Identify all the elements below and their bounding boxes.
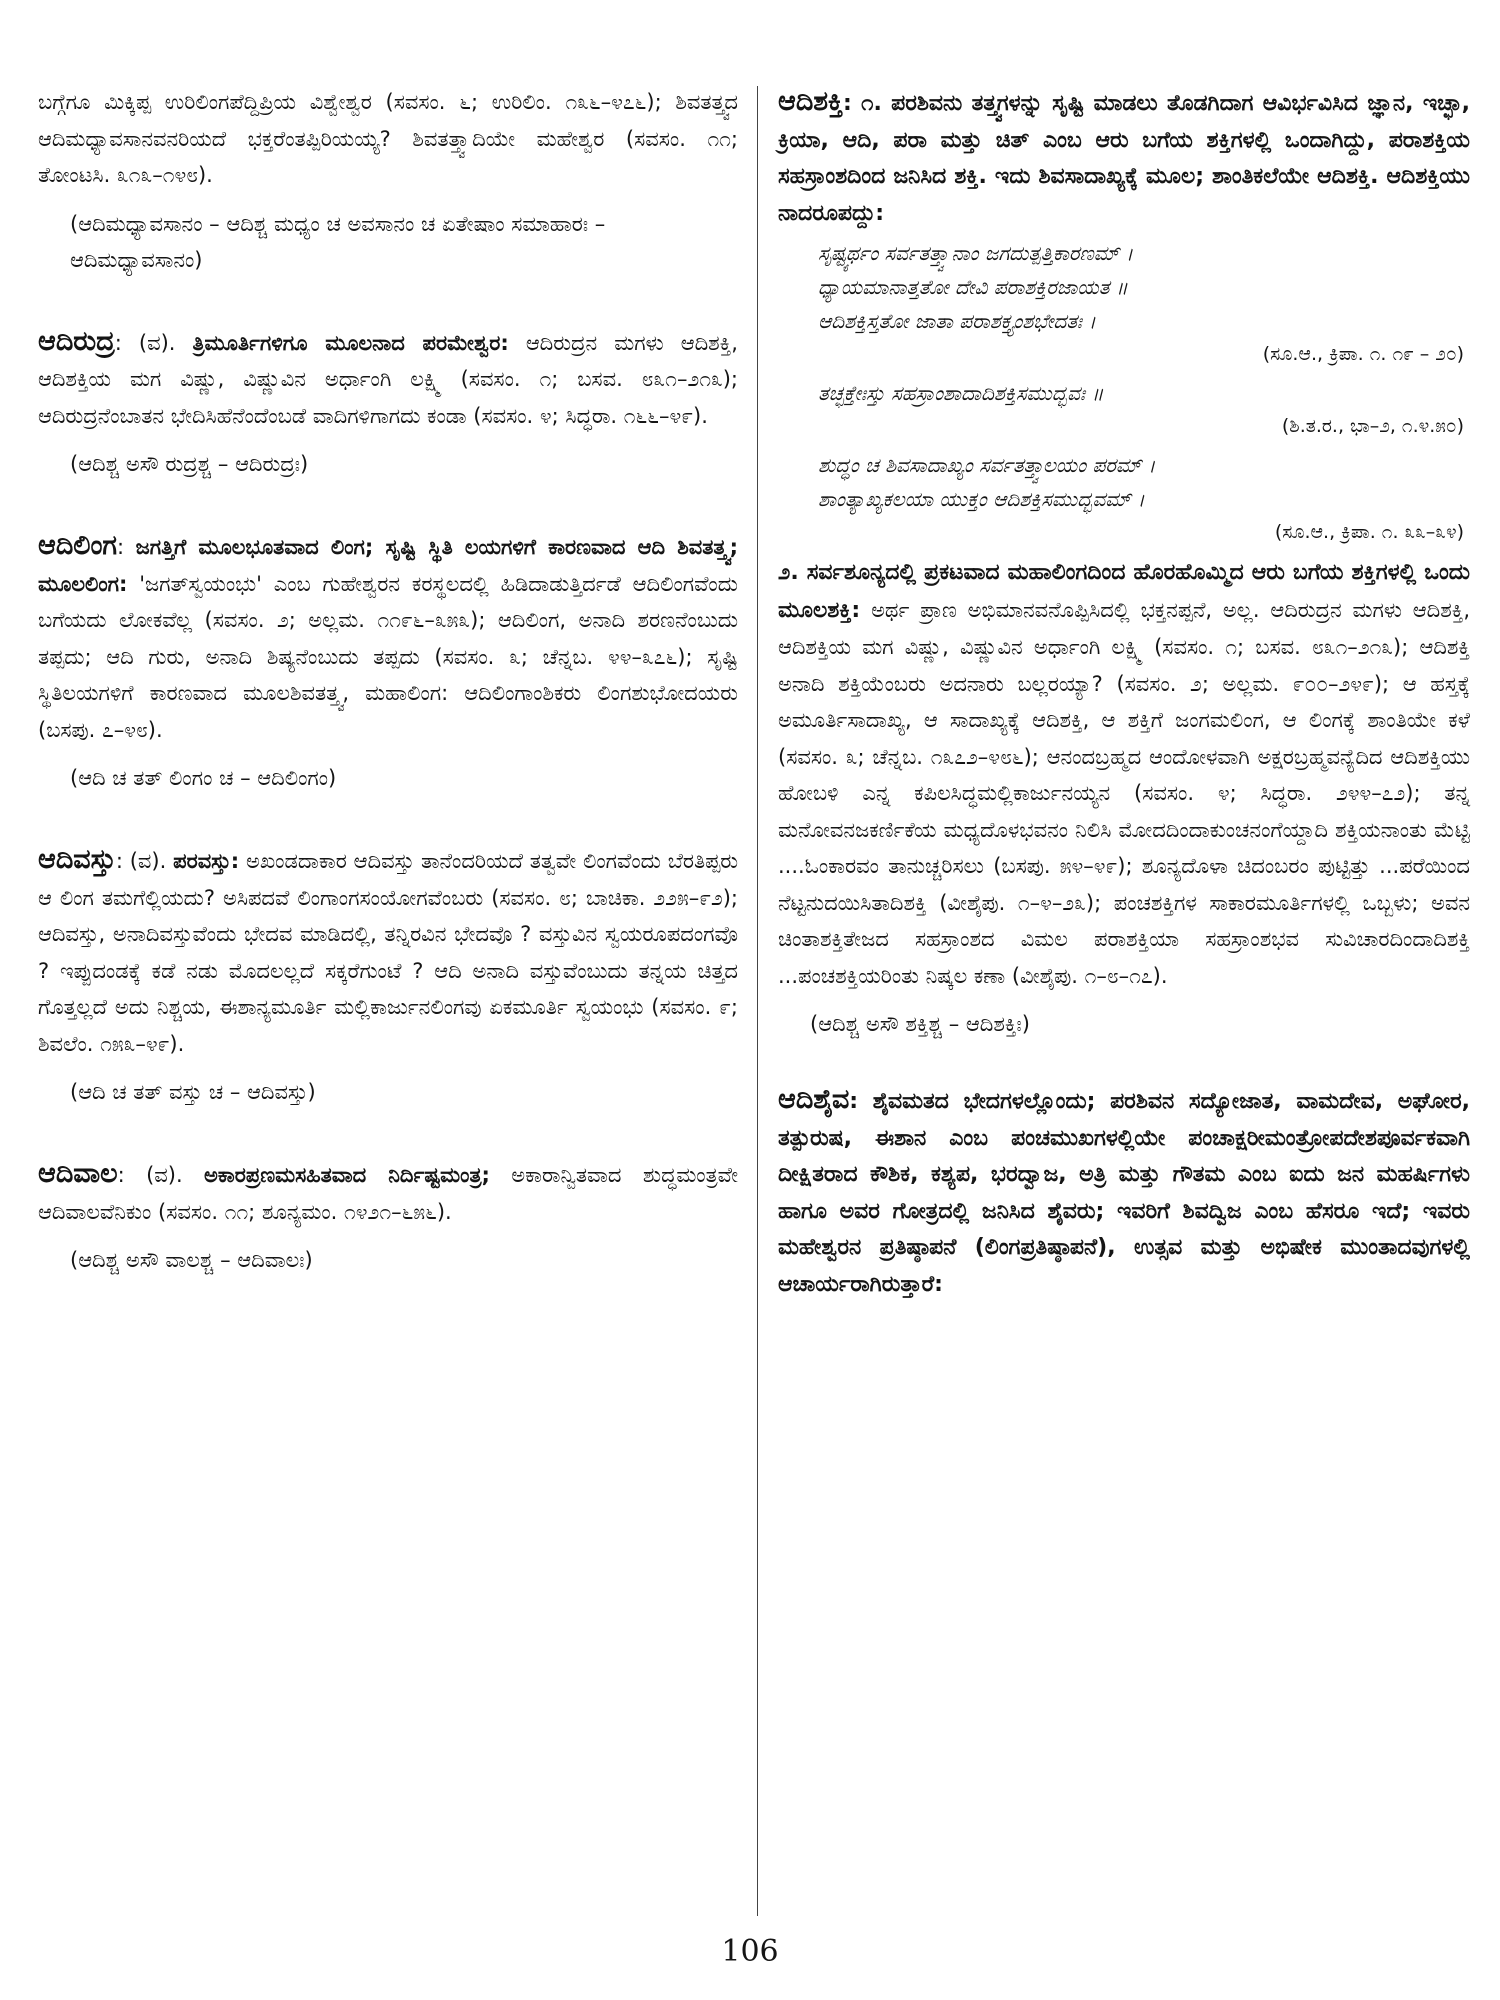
citation-text: ಅಖಂಡದಾಕಾರ ಆದಿವಸ್ತು ತಾನೆಂದರಿಯದೆ ತತ್ವವೇ ಲಿಂಗವೆಂದು ಬೆರತಿಪ್ಪರು ಆ ಲಿಂಗ ತಮಗೆಲ್ಲಿಯದು? ಅಸಿಪದವೆ ಲಿಂಗಾಂಗಸಂಯೋಗವೆಂಬರು (ಸವಸಂ. ೮; ಬಾಚಿಕಾ. ೨೨೫–೯೨); ಆದಿವಸ್ತು, ಅನಾದಿವಸ್ತುವೆಂದು ಭೇದವ ಮಾಡಿದಲ್ಲಿ, ತನ್ನಿರವಿನ ಭೇದವೊ ? ವಸ್ತುವಿನ ಸ್ವಯರೂಪದಂಗವೊ ? ಇಪ್ಪುದಂಡಕ್ಕೆ ಕಡೆ ನಡು ಮೊದಲಲ್ಲದೆ ಸಕ್ಕರೆಗುಂಟೆ ? ಆದಿ ಅನಾದಿ ವಸ್ತುವೆಂಬುದು ತನ್ನಯ ಚಿತ್ತದ ಗೊತ್ತಲ್ಲದೆ ಅದು ನಿಶ್ಚಯ, ಈಶಾನ್ಯಮೂರ್ತಿ ಮಲ್ಲಿಕಾರ್ಜುನಲಿಂಗವು ಏಕಮೂರ್ತಿ ಸ್ವಯಂಭು (ಸವಸಂ. ೯; ಶಿವಲೆಂ. ೧೫೩–೪೯). (38, 849, 738, 1056)
definition-2: ೨. ಸರ್ವಶೂನ್ಯದಲ್ಲಿ ಪ್ರಕಟವಾದ ಮಹಾಲಿಂಗದಿಂದ ಹೊರಹೊಮ್ಮಿದ ಆರು ಬಗೆಯ ಶಕ್ತಿಗಳಲ್ಲಿ ಒಂದು ಮೂಲಶಕ್ತಿ: (778, 560, 1470, 623)
citation-text: ಅಕಾರಾನ್ವಿತವಾದ ಶುದ್ಧಮಂತ್ರವೇ ಆದಿವಾಲವೆನಿಕುಂ (ಸವಸಂ. ೧೧; ಶೂನ್ಯಮಂ. ೧೪೨೧–೬೫೬). (38, 1163, 738, 1224)
left-column (38, 84, 738, 1299)
headword: ಆದಿರುದ್ರ (38, 325, 115, 357)
verse-line: ತಚ್ಛಕ್ತೇಃಸ್ತು ಸಹಸ್ರಾಂಶಾದಾದಿಶಕ್ತಿಸಮುದ್ಭವಃ ॥ (818, 381, 1104, 405)
etymology: (ಆದಿಶ್ಚ ಅಸೌ ಶಕ್ತಿಶ್ಚ – ಆದಿಶಕ್ತಿಃ) (810, 1012, 1030, 1036)
definition: ಅಕಾರಪ್ರಣಮಸಹಿತವಾದ ನಿರ್ದಿಷ್ಟಮಂತ್ರ; (204, 1163, 490, 1187)
etymology: (ಆದಿಶ್ಚ ಅಸೌ ವಾಲಶ್ಚ – ಆದಿವಾಲಃ) (70, 1248, 313, 1272)
page-number: 106 (721, 1934, 779, 1969)
entry-adishaiva (778, 1082, 1470, 1303)
definition-1: : ೧. ಪರಶಿವನು ತತ್ತ್ವಗಳನ್ನು ಸೃಷ್ಟಿ ಮಾಡಲು ತೊಡಗಿದಾಗ ಆವಿರ್ಭವಿಸಿದ ಜ್ಞಾನ, ಇಚ್ಛಾ, ಕ್ರಿಯಾ, ಆದಿ, ಪರಾ ಮತ್ತು ಚಿತ್ ಎಂಬ ಆರು ಬಗೆಯ ಶಕ್ತಿಗಳಲ್ಲಿ ಒಂದಾಗಿದ್ದು, ಪರಾಶಕ್ತಿಯ ಸಹಸ್ರಾಂಶದಿಂದ ಜನಿಸಿದ ಶಕ್ತಿ. ಇದು ಶಿವಸಾದಾಖ್ಯಕ್ಕೆ ಮೂಲ; ಶಾಂತಿಕಲೆಯೇ ಆದಿಶಕ್ತಿ. ಆದಿಶಕ್ತಿಯು ನಾದರೂಪದ್ದು: (778, 91, 1470, 226)
headword: ಆದಿಶೈವ (778, 1084, 850, 1115)
verse-reference: (ಸೂ.ಆ., ಕ್ರಿಪಾ. ೧. ೩೩–೩೪) (1274, 521, 1464, 543)
citation-text: ಅರ್ಥ ಪ್ರಾಣ ಅಭಿಮಾನವನೊಪ್ಪಿಸಿದಲ್ಲಿ ಭಕ್ತನಪ್ಪನೆ, ಅಲ್ಲ. ಆದಿರುದ್ರನ ಮಗಳು ಆದಿಶಕ್ತಿ, ಆದಿಶಕ್ತಿಯ ಮಗ ವಿಷ್ಣು, ವಿಷ್ಣುವಿನ ಅರ್ಧಾಂಗಿ ಲಕ್ಷ್ಮಿ (ಸವಸಂ. ೧; ಬಸವ. ೮೩೧–೨೧೩); ಆದಿಶಕ್ತಿ ಅನಾದಿ ಶಕ್ತಿಯೆಂಬರು ಅದನಾರು ಬಲ್ಲರಯ್ಯಾ? (ಸವಸಂ. ೨; ಅಲ್ಲಮ. ೯೦೦–೨೪೯); ಆ ಹಸ್ತಕ್ಕೆ ಅಮೂರ್ತಿಸಾದಾಖ್ಯ, ಆ ಸಾದಾಖ್ಯಕ್ಕೆ ಆದಿಶಕ್ತಿ, ಆ ಶಕ್ತಿಗೆ ಜಂಗಮಲಿಂಗ, ಆ ಲಿಂಗಕ್ಕೆ ಶಾಂತಿಯೇ ಕಳೆ (ಸವಸಂ. ೩; ಚೆನ್ನಬ. ೧೩೭೨–೪೮೬); ಆನಂದಬ್ರಹ್ಮದ ಆಂದೋಳವಾಗಿ ಅಕ್ಷರಬ್ರಹ್ಮವನ್ಯೆದಿದ ಆದಿಶಕ್ತಿಯು ಹೋಬಳಿ ಎನ್ನ ಕಪಿಲಸಿದ್ಧಮಲ್ಲಿಕಾರ್ಜುನಯ್ಯನ (ಸವಸಂ. ೪; ಸಿದ್ಧರಾ. ೨೪೪–೭೨); ತನ್ನ ಮನೋವನಜಕರ್ಣಿಕೆಯ ಮಧ್ಯದೊಳಭವನಂ ನಿಲಿಸಿ ಮೋದದಿಂದಾಕುಂಚನಂಗೆಯ್ದಾದಿ ಶಕ್ತಿಯನಾಂತು ಮೆಟ್ಟಿ ....ಓಂಕಾರವಂ ತಾನುಚ್ಚರಿಸಲು (ಬಸಪು. ೫೪–೪೯); ಶೂನ್ಯದೊಳಾ ಚಿದಂಬರಂ ಪುಟ್ಟಿತ್ತು ...ಪರೆಯಿಂದ ನೆಟ್ಟನುದಯಿಸಿತಾದಿಶಕ್ತಿ (ವೀಶೈಪು. ೧–೪–೨೩); ಪಂಚಶಕ್ತಿಗಳ ಸಾಕಾರಮೂರ್ತಿಗಳಲ್ಲಿ ಒಬ್ಬಳು; ಅವನ ಚಿಂತಾಶಕ್ತಿತೇಜದ ಸಹಸ್ರಾಂಶದ ವಿಮಲ ಪರಾಶಕ್ತಿಯಾ ಸಹಸ್ರಾಂಶಭವ ಸುವಿಚಾರದಿಂದಾದಿಶಕ್ತಿ ...ಪಂಚಶಕ್ತಿಯರಿಂತು ನಿಷ್ಕಲ ಕಣಾ (ವೀಶೈಪು. ೧–೮–೧೭). (778, 597, 1470, 988)
part-of-speech: : (ವ). (114, 330, 193, 355)
headword: ಆದಿವಾಲ (38, 1158, 118, 1189)
right-column (778, 84, 1470, 1303)
headword: ಆದಿಲಿಂಗ (38, 530, 118, 561)
verse-line: ಧ್ಯಾಯಮಾನಾತ್ತತೋ ದೇವಿ ಪರಾಶಕ್ತಿರಜಾಯತ ॥ (818, 275, 1128, 299)
verse-line: ಶುದ್ಧಂ ಚ ಶಿವಸಾದಾಖ್ಯಂ ಸರ್ವತತ್ತ್ವಾಲಯಂ ಪರಮ್ । (818, 453, 1156, 477)
entry-adirudra (38, 324, 738, 483)
entry-adivastu (38, 842, 738, 1110)
definition: ತ್ರಿಮೂರ್ತಿಗಳಿಗೂ ಮೂಲನಾದ ಪರಮೇಶ್ವರ: (192, 330, 509, 355)
column-divider (757, 86, 758, 1916)
definition: ಪರವಸ್ತು: (173, 849, 240, 873)
definition: ಜಗತ್ತಿಗೆ ಮೂಲಭೂತವಾದ ಲಿಂಗ; ಸೃಷ್ಟಿ ಸ್ಥಿತಿ ಲಯಗಳಿಗೆ ಕಾರಣವಾದ ಆದಿ ಶಿವತತ್ತ್ವ; ಮೂಲಲಿಂಗ: (38, 535, 738, 596)
part-of-speech: : (117, 535, 136, 559)
citation-text: 'ಜಗತ್‌ಸ್ವಯಂಭು' ಎಂಬ ಗುಹೇಶ್ವರನ ಕರಸ್ಥಲದಲ್ಲಿ ಹಿಡಿದಾಡುತ್ತಿರ್ದಡೆ ಆದಿಲಿಂಗವೆಂದು ಬಗೆಯದು ಲೋಕವೆಲ್ಲ (ಸವಸಂ. ೨; ಅಲ್ಲಮ. ೧೧೯೬–೩೫೩); ಆದಿಲಿಂಗ, ಅನಾದಿ ಶರಣನೆಂಬುದು ತಪ್ಪದು; ಆದಿ ಗುರು, ಅನಾದಿ ಶಿಷ್ಯನೆಂಬುದು ತಪ್ಪದು (ಸವಸಂ. ೩; ಚೆನ್ನಬ. ೪೪–೩೭೬); ಸೃಷ್ಟಿ ಸ್ಥಿತಿಲಯಗಳಿಗೆ ಕಾರಣವಾದ ಮೂಲಶಿವತತ್ತ್ವ, ಮಹಾಲಿಂಗ: ಆದಿಲಿಂಗಾಂಶಿಕರು ಲಿಂಗಶುಭೋದಯರು (ಬಸಪು. ೭–೪೮). (38, 571, 738, 742)
citation-text: ಆದಿರುದ್ರನ ಮಗಳು ಆದಿಶಕ್ತಿ, ಆದಿಶಕ್ತಿಯ ಮಗ ವಿಷ್ಣು, ವಿಷ್ಣುವಿನ ಅರ್ಧಾಂಗಿ ಲಕ್ಷ್ಮಿ (ಸವಸಂ. ೧; ಬಸವ. ೮೩೧–೨೧೩); ಆದಿರುದ್ರನೆಂಬಾತನ ಭೇದಿಸಿಹೆನೆಂದೆಂಬಡೆ ವಾದಿಗಳಿಗಾಗದು ಕಂಡಾ (ಸವಸಂ. ೪; ಸಿದ್ಧರಾ. ೧೬೬–೪೯). (38, 330, 738, 428)
sanskrit-verse-block (778, 236, 1470, 548)
part-of-speech: : (ವ). (115, 849, 174, 873)
verse-reference: (ಸೂ.ಆ., ಕ್ರಿಪಾ. ೧. ೧೯ – ೨೦) (1262, 343, 1464, 365)
headword: ಆದಿಶಕ್ತಿ (778, 86, 843, 117)
etymology: (ಆದಿ ಚ ತತ್ ಲಿಂಗಂ ಚ – ಆದಿಲಿಂಗಂ) (70, 766, 337, 790)
verse-line: ಶಾಂತ್ಯಾಖ್ಯಕಲಯಾ ಯುಕ್ತಂ ಆದಿಶಕ್ತಿಸಮುದ್ಭವಮ್ । (818, 487, 1145, 511)
entry-adivala (38, 1156, 738, 1278)
intro-continuation: ಬಗ್ಗೆಗೂ ಮಿಕ್ಕಿಪ್ಪ ಉರಿಲಿಂಗಪೆದ್ದಿಪ್ರಿಯ ವಿಶ್ವೇಶ್ವರ (ಸವಸಂ. ೬; ಉರಿಲಿಂ. ೧೩೬–೪೭೬); ಶಿವತತ್ತ್ವದ ಆದಿಮಧ್ಯಾವಸಾನವನರಿಯದೆ ಭಕ್ತರೆಂತಪ್ಪಿರಿಯಯ್ಯ? ಶಿವತತ್ತ್ವಾದಿಯೇ ಮಹೇಶ್ವರ (ಸವಸಂ. ೧೧; ತೋಂಟಸಿ. ೩೧೩–೧೪೮). (38, 90, 738, 187)
etymology: (ಆದಿಶ್ಚ ಅಸೌ ರುದ್ರಶ್ಚ – ಆದಿರುದ್ರಃ) (70, 452, 309, 476)
entry-adishakti (778, 84, 1470, 1042)
headword: ಆದಿವಸ್ತು (38, 844, 116, 875)
intro-etymology: (ಆದಿಮಧ್ಯಾವಸಾನಂ – ಆದಿಶ್ಚ ಮಧ್ಯಂ ಚ ಅವಸಾನಂ ಚ ಏತೇಷಾಂ ಸಮಾಹಾರಃ – ಆದಿಮಧ್ಯಾವಸಾನಂ) (70, 211, 606, 272)
verse-line: ಸೃಷ್ಟ್ಯರ್ಥಂ ಸರ್ವತತ್ತ್ವಾನಾಂ ಜಗದುತ್ಪತ್ತಿಕಾರಣಮ್ । (818, 241, 1134, 265)
part-of-speech: : (ವ). (117, 1163, 205, 1187)
etymology: (ಆದಿ ಚ ತತ್ ವಸ್ತು ಚ – ಆದಿವಸ್ತು) (70, 1080, 316, 1104)
verse-reference: (ಶಿ.ತ.ರ., ಭಾ–೨, ೧.೪.೫೦) (1281, 415, 1464, 437)
verse-line: ಆದಿಶಕ್ತಿಸ್ತತೋ ಜಾತಾ ಪರಾಶಕ್ತ್ಯಂಶಭೇದತಃ । (818, 309, 1096, 333)
definition: : ಶೈವಮತದ ಭೇದಗಳಲ್ಲೊಂದು; ಪರಶಿವನ ಸದ್ಯೋಜಾತ, ವಾಮದೇವ, ಅಘೋರ, ತತ್ಪುರುಷ, ಈಶಾನ ಎಂಬ ಪಂಚಮುಖಗಳಲ್ಲಿಯೇ ಪಂಚಾಕ್ಷರೀಮಂತ್ರೋಪದೇಶಪೂರ್ವಕವಾಗಿ ದೀಕ್ಷಿತರಾದ ಕೌಶಿಕ, ಕಶ್ಯಪ, ಭರದ್ವಾಜ, ಅತ್ರಿ ಮತ್ತು ಗೌತಮ ಎಂಬ ಐದು ಜನ ಮಹರ್ಷಿಗಳು ಹಾಗೂ ಅವರ ಗೋತ್ರದಲ್ಲಿ ಜನಿಸಿದ ಶೈವರು; ಇವರಿಗೆ ಶಿವದ್ವಿಜ ಎಂಬ ಹೆಸರೂ ಇದೆ; ಇವರು ಮಹೇಶ್ವರನ ಪ್ರತಿಷ್ಠಾಪನೆ (ಲಿಂಗಪ್ರತಿಷ್ಠಾಪನೆ), ಉತ್ಸವ ಮತ್ತು ಅಭಿಷೇಕ ಮುಂತಾದವುಗಳಲ್ಲಿ ಆಚಾರ್ಯರಾಗಿರುತ್ತಾರೆ: (778, 1089, 1470, 1297)
entry-adilinga (38, 528, 738, 796)
